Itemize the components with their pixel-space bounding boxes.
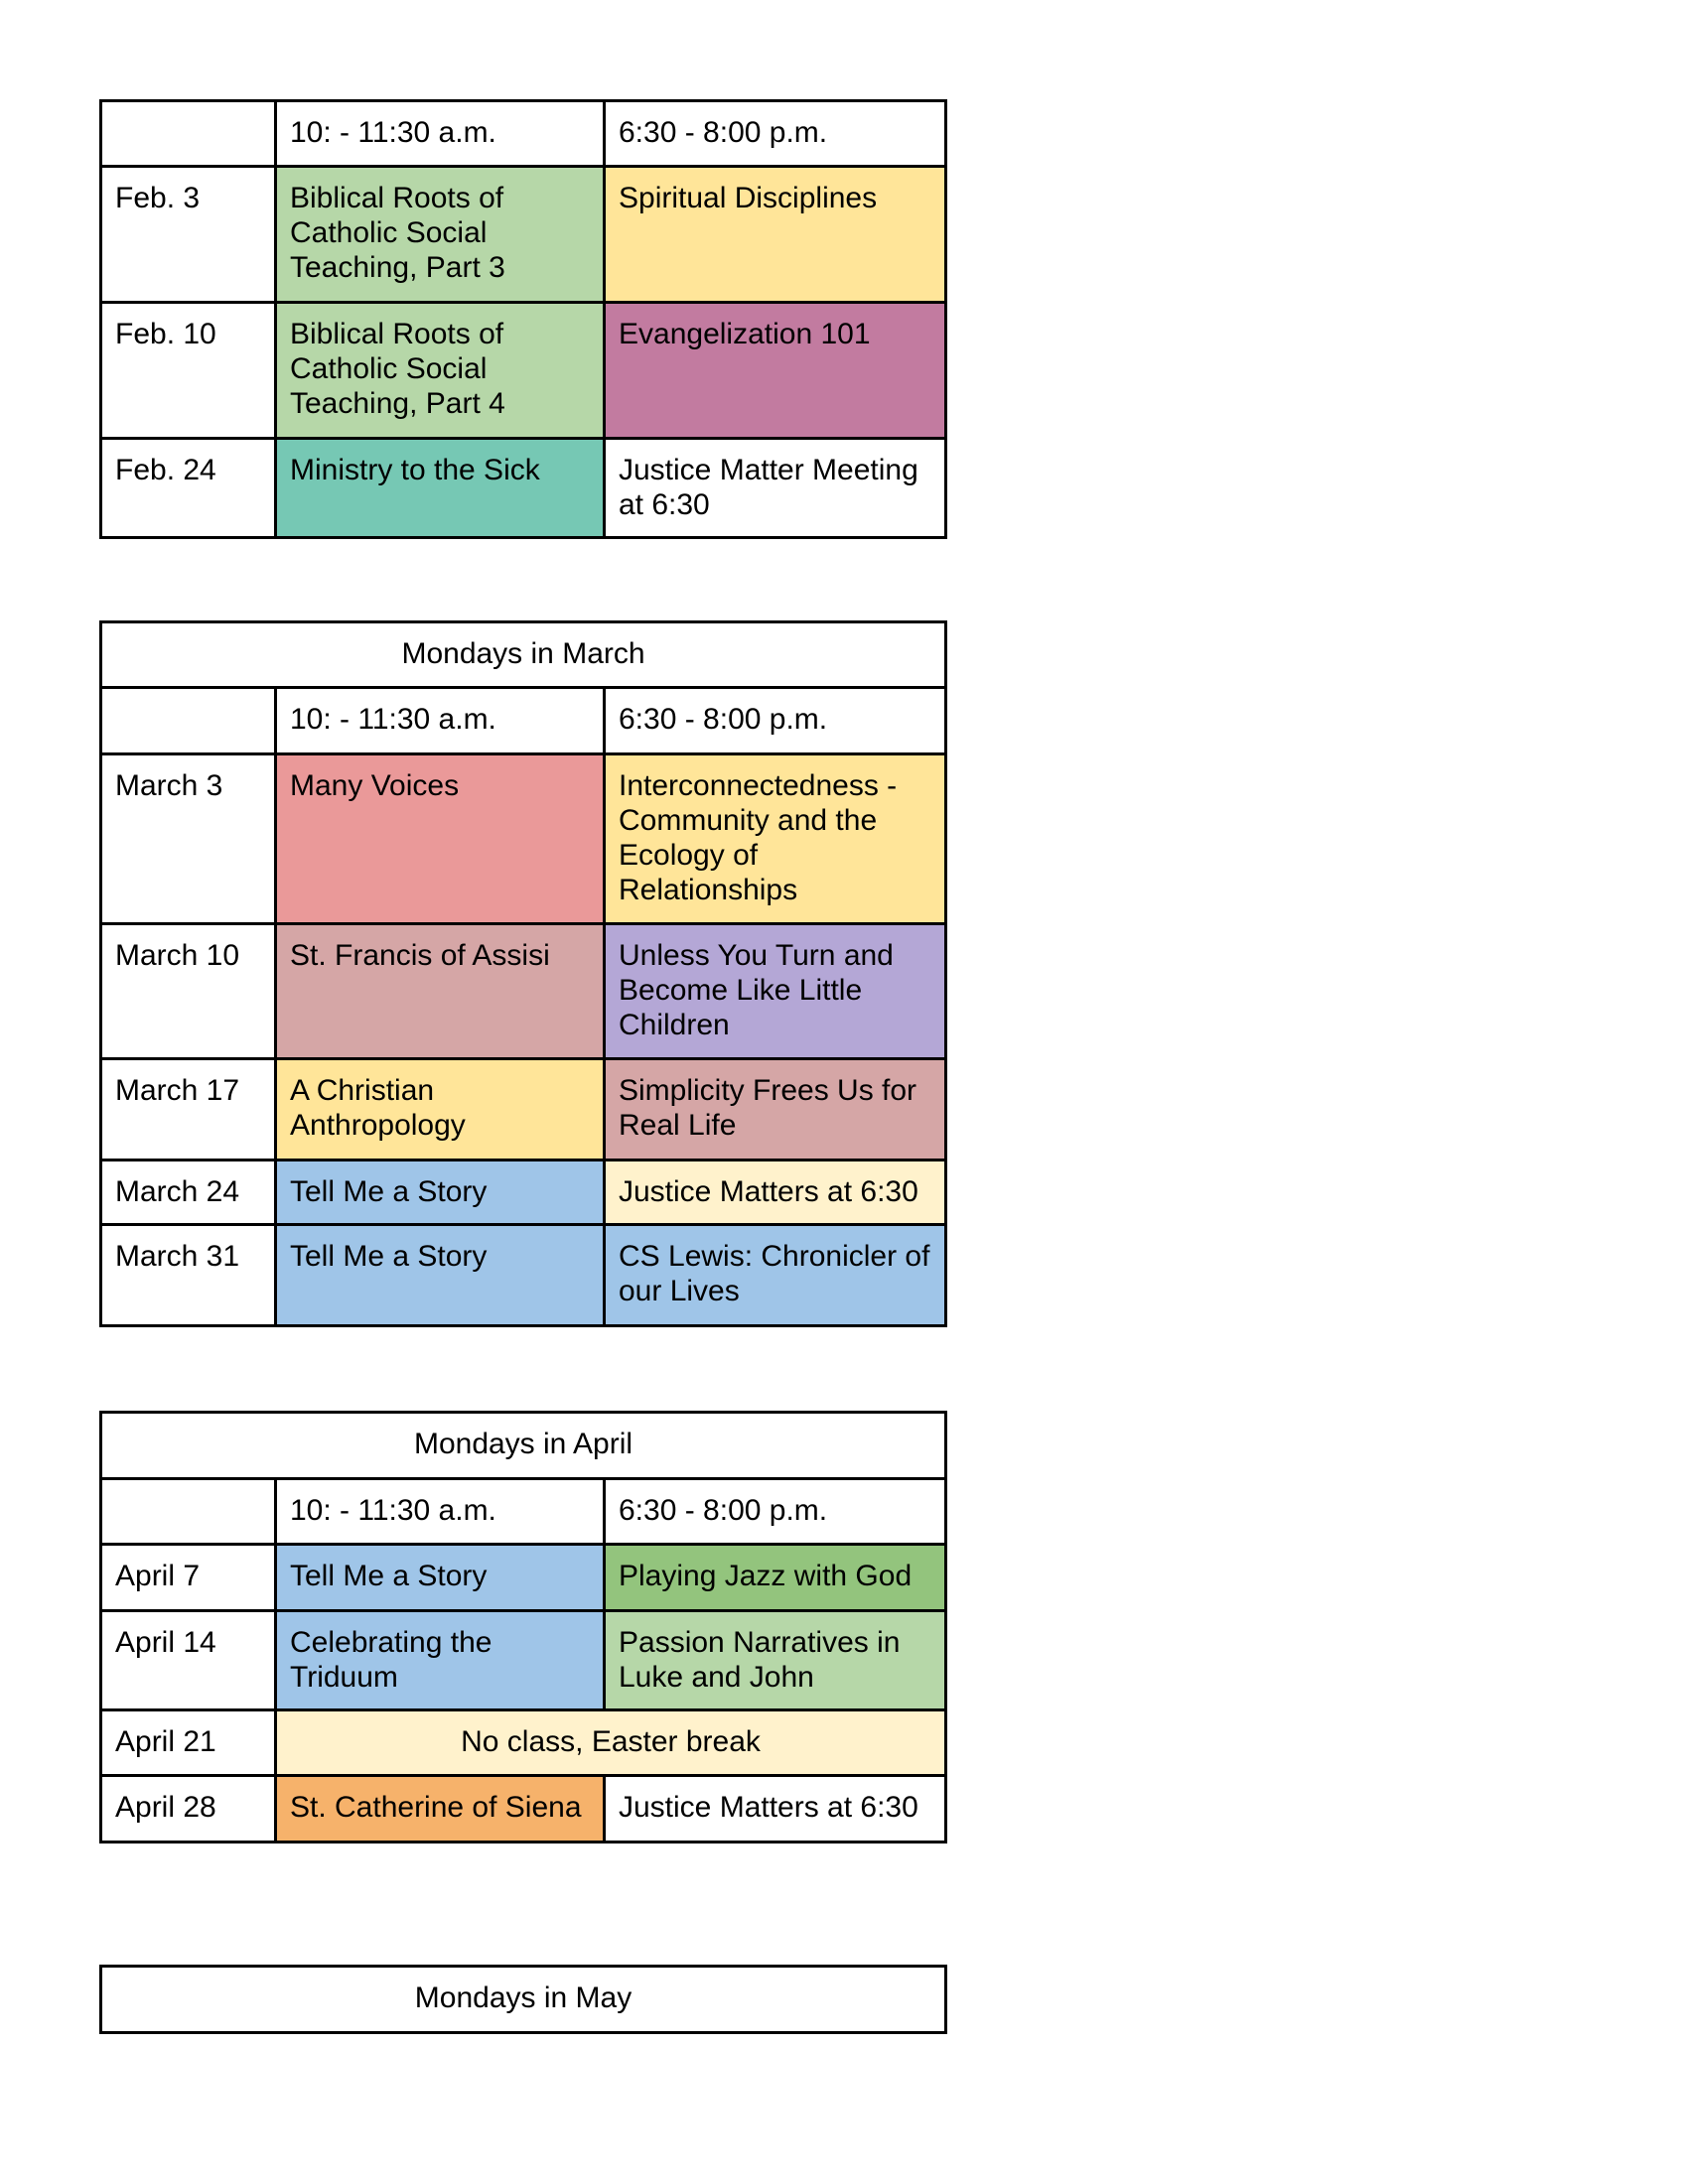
table-row	[101, 303, 946, 439]
morning-class-cell: Biblical Roots of Catholic Social Teaching, Part 3	[276, 167, 605, 303]
march-schedule-table	[99, 620, 947, 1327]
date-cell: April 7	[101, 1545, 276, 1611]
no-class-cell: No class, Easter break	[276, 1710, 946, 1776]
evening-class-cell: Unless You Turn and Become Like Little Children	[605, 924, 946, 1059]
table-row	[101, 1611, 946, 1710]
morning-class-cell: Tell Me a Story	[276, 1545, 605, 1611]
morning-class-cell: Biblical Roots of Catholic Social Teaching, Part 4	[276, 303, 605, 439]
header-row	[101, 688, 946, 754]
table-row	[101, 1160, 946, 1225]
title-row	[101, 1967, 946, 2033]
april-schedule-table	[99, 1411, 947, 1843]
date-cell: March 10	[101, 924, 276, 1059]
morning-class-cell: St. Francis of Assisi	[276, 924, 605, 1059]
date-header-cell	[101, 101, 276, 167]
morning-class-cell: Tell Me a Story	[276, 1160, 605, 1225]
table-row	[101, 1059, 946, 1160]
table-title: Mondays in April	[101, 1413, 946, 1479]
evening-class-cell: Simplicity Frees Us for Real Life	[605, 1059, 946, 1160]
morning-class-cell: Tell Me a Story	[276, 1225, 605, 1326]
evening-time-header: 6:30 - 8:00 p.m.	[605, 101, 946, 167]
morning-class-cell: A Christian Anthropology	[276, 1059, 605, 1160]
evening-class-cell: Interconnectedness - Community and the Ecology of Relationships	[605, 754, 946, 924]
date-cell: April 14	[101, 1611, 276, 1710]
table-row	[101, 1776, 946, 1843]
table-row	[101, 167, 946, 303]
title-row	[101, 622, 946, 688]
date-cell: April 21	[101, 1710, 276, 1776]
header-row	[101, 1479, 946, 1545]
evening-class-cell: Passion Narratives in Luke and John	[605, 1611, 946, 1710]
date-cell: March 3	[101, 754, 276, 924]
date-cell: Feb. 24	[101, 439, 276, 538]
evening-class-cell: Evangelization 101	[605, 303, 946, 439]
table-title: Mondays in May	[101, 1967, 946, 2033]
morning-class-cell: Celebrating the Triduum	[276, 1611, 605, 1710]
date-header-cell	[101, 1479, 276, 1545]
date-header-cell	[101, 688, 276, 754]
date-cell: Feb. 3	[101, 167, 276, 303]
morning-class-cell: Ministry to the Sick	[276, 439, 605, 538]
table-row	[101, 1545, 946, 1611]
evening-class-cell: Justice Matters at 6:30	[605, 1776, 946, 1843]
table-title: Mondays in March	[101, 622, 946, 688]
morning-class-cell: St. Catherine of Siena	[276, 1776, 605, 1843]
evening-class-cell: Spiritual Disciplines	[605, 167, 946, 303]
table-row	[101, 924, 946, 1059]
morning-class-cell: Many Voices	[276, 754, 605, 924]
evening-class-cell: Playing Jazz with God	[605, 1545, 946, 1611]
table-row	[101, 1225, 946, 1326]
evening-class-cell: CS Lewis: Chronicler of our Lives	[605, 1225, 946, 1326]
date-cell: March 24	[101, 1160, 276, 1225]
evening-class-cell: Justice Matters at 6:30	[605, 1160, 946, 1225]
date-cell: March 31	[101, 1225, 276, 1326]
may-schedule-table	[99, 1965, 947, 2034]
table-row	[101, 754, 946, 924]
evening-time-header: 6:30 - 8:00 p.m.	[605, 688, 946, 754]
title-row	[101, 1413, 946, 1479]
table-row	[101, 1710, 946, 1776]
morning-time-header: 10: - 11:30 a.m.	[276, 688, 605, 754]
table-row	[101, 439, 946, 538]
date-cell: Feb. 10	[101, 303, 276, 439]
evening-time-header: 6:30 - 8:00 p.m.	[605, 1479, 946, 1545]
morning-time-header: 10: - 11:30 a.m.	[276, 101, 605, 167]
date-cell: March 17	[101, 1059, 276, 1160]
evening-class-cell: Justice Matter Meeting at 6:30	[605, 439, 946, 538]
february-schedule-table	[99, 99, 947, 539]
header-row	[101, 101, 946, 167]
date-cell: April 28	[101, 1776, 276, 1843]
morning-time-header: 10: - 11:30 a.m.	[276, 1479, 605, 1545]
